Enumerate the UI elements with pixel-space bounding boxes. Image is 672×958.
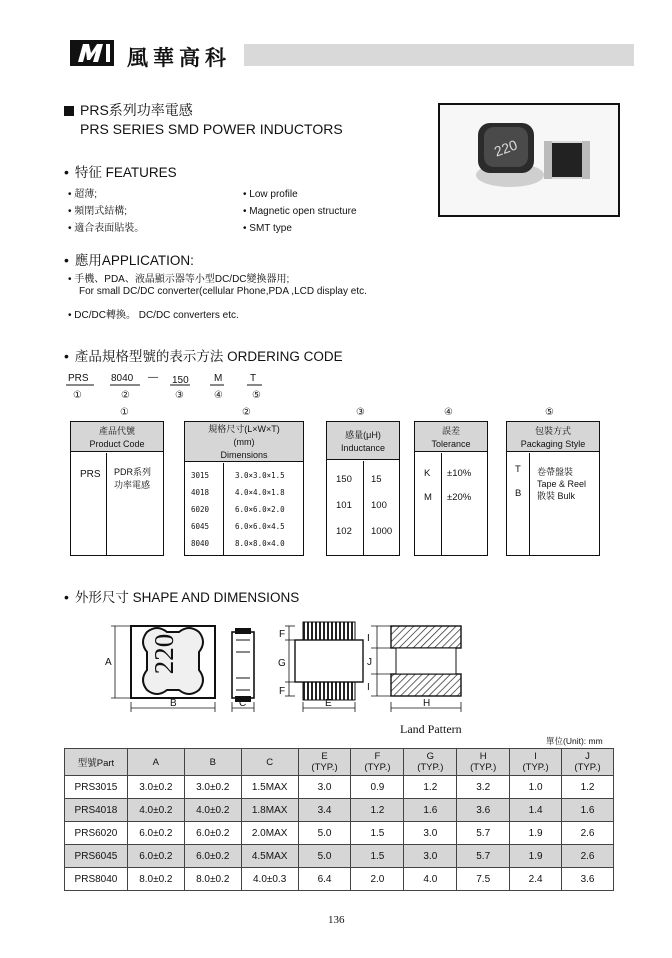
table-cell: 4.5MAX: [241, 845, 298, 868]
label-b: B: [170, 698, 177, 709]
table-cell: 4.0±0.2: [127, 799, 184, 822]
table-cell: 1.5MAX: [241, 776, 298, 799]
packaging-desc: 卷帶盤裝 Tape & Reel 散裝 Bulk: [537, 467, 587, 501]
inductor-photo-icon: [440, 105, 618, 215]
table-cell: 1.5: [351, 822, 404, 845]
application-item-1: • 手機、PDA、液晶顯示器等小型DC/DC變換器用;: [68, 274, 290, 285]
unit-label: 單位(Unit): mm: [546, 736, 603, 746]
svg-text:220: 220: [491, 136, 520, 160]
product-photo: [438, 103, 620, 217]
size-values: 3.0×3.0×1.5 4.0×4.0×1.8 6.0×6.0×2.0 6.0×6.0×4.5 8.0×8.0×4.0: [235, 471, 285, 548]
list-item: • Low profile: [243, 189, 298, 200]
table-cell: 3.6: [457, 799, 510, 822]
code-part-4: M: [214, 373, 223, 384]
inductance-box: 感量(μH) Inductance 150 101 102 15 100 1000: [326, 421, 400, 556]
table-cell: 5.0: [298, 822, 351, 845]
col-header: A: [127, 749, 184, 776]
marking-text: 220: [149, 633, 179, 675]
code-dash: —: [148, 372, 158, 383]
box-circle-5: ⑤: [545, 407, 554, 418]
table-cell: 1.9: [510, 822, 562, 845]
table-cell: 1.9: [510, 845, 562, 868]
list-item: • SMT type: [243, 223, 292, 234]
table-cell: 2.0: [351, 868, 404, 891]
table-cell: 3.4: [298, 799, 351, 822]
table-cell: 6.0±0.2: [184, 822, 241, 845]
table-cell: 2.4: [510, 868, 562, 891]
table-cell: PRS8040: [65, 868, 128, 891]
header-bar: [244, 44, 634, 66]
table-cell: 3.0±0.2: [127, 776, 184, 799]
table-cell: 2.6: [562, 822, 614, 845]
application-heading: • 應用APPLICATION:: [64, 252, 194, 268]
table-cell: 3.0: [298, 776, 351, 799]
product-desc: PDR系列 功率電感: [114, 467, 152, 490]
code-part-3: 150: [172, 375, 189, 386]
table-cell: 6.0±0.2: [127, 845, 184, 868]
brand-name: 風華高科: [127, 47, 231, 70]
table-cell: 4.0±0.3: [241, 868, 298, 891]
label-i-top: I: [367, 633, 370, 644]
table-cell: 3.0±0.2: [184, 776, 241, 799]
label-g: G: [278, 658, 286, 669]
table-cell: 1.0: [510, 776, 562, 799]
code-part-5: T: [250, 373, 257, 384]
table-cell: 6.0±0.2: [127, 822, 184, 845]
table-cell: 1.2: [562, 776, 614, 799]
col-header: E (TYP.): [298, 749, 351, 776]
code-part-2: 8040: [111, 373, 134, 384]
table-row: [65, 822, 614, 845]
application-item-1-en: For small DC/DC converter(cellular Phone,PDA ,LCD display etc.: [79, 286, 367, 297]
table-cell: 3.0: [404, 822, 457, 845]
col-header: 型號Part: [65, 749, 128, 776]
table-cell: 1.2: [404, 776, 457, 799]
table-cell: 5.7: [457, 822, 510, 845]
box-circle-3: ③: [356, 407, 365, 418]
tolerance-codes: K M: [424, 468, 432, 503]
features-zh-list: [68, 186, 144, 237]
label-e: E: [325, 698, 332, 709]
table-cell: 1.6: [562, 799, 614, 822]
col-header: H (TYP.): [457, 749, 510, 776]
table-cell: 4.0: [404, 868, 457, 891]
packaging-t-code: T: [515, 464, 521, 475]
tolerance-box: 誤差 Tolerance K M ±10% ±20%: [414, 421, 488, 556]
table-cell: 0.9: [351, 776, 404, 799]
table-cell: 6.4: [298, 868, 351, 891]
table-row: [65, 776, 614, 799]
shape-heading: • 外形尺寸 SHAPE AND DIMENSIONS: [64, 589, 300, 605]
table-cell: 5.0: [298, 845, 351, 868]
top-view: [105, 626, 215, 712]
inductance-values: 15 100 1000: [371, 474, 393, 537]
table-cell: 1.6: [404, 799, 457, 822]
table-cell: 1.2: [351, 799, 404, 822]
code-underlines: [64, 383, 274, 387]
col-header: F (TYP.): [351, 749, 404, 776]
title-en: PRS SERIES SMD POWER INDUCTORS: [80, 121, 343, 137]
list-item: • Magnetic open structure: [243, 206, 357, 217]
features-heading: • 特征 FEATURES: [64, 164, 177, 180]
packaging-box: 包裝方式 Packaging Style T B 卷帶盤裝 Tape & Reel 散裝 Bulk: [506, 421, 600, 556]
label-f-bottom: F: [279, 686, 286, 697]
product-code-box: 產品代號 Product Code PRS PDR系列 功率電感: [70, 421, 164, 556]
table-cell: 4.0±0.2: [184, 799, 241, 822]
tolerance-values: ±10% ±20%: [447, 468, 472, 503]
label-a: A: [105, 657, 112, 668]
packaging-b-code: B: [515, 488, 522, 499]
application-item-2: • DC/DC轉換。 DC/DC converters etc.: [68, 310, 239, 321]
table-cell: 8.0±0.2: [184, 868, 241, 891]
label-i-bottom: I: [367, 682, 370, 693]
table-cell: 8.0±0.2: [127, 868, 184, 891]
box-circle-2: ②: [242, 407, 251, 418]
table-cell: 2.6: [562, 845, 614, 868]
table-row: [65, 845, 614, 868]
table-row: [65, 799, 614, 822]
code-part-1: PRS: [68, 373, 89, 384]
code-circle-5: ⑤: [252, 390, 261, 401]
col-header: B: [184, 749, 241, 776]
table-cell: 3.2: [457, 776, 510, 799]
land-pattern-caption: Land Pattern: [400, 722, 462, 736]
label-h: H: [423, 698, 431, 709]
table-cell: 7.5: [457, 868, 510, 891]
product-code-value: PRS: [80, 469, 101, 480]
land-pattern-view: [278, 622, 363, 712]
code-circle-3: ③: [175, 390, 184, 401]
bottom-view: [367, 626, 461, 712]
label-c: C: [239, 698, 247, 709]
list-item: • 適合表面貼裝。: [68, 223, 145, 234]
table-cell: 6.0±0.2: [184, 845, 241, 868]
size-box: 規格尺寸(L×W×T) (mm) Dimensions 3015 4018 6020 6045 8040 3.0×3.0×1.5 4.0×4.0×1.8 6.0×6.0×2.0 6.0×6.0×4.5 8.0×8.0×4.0: [184, 421, 304, 556]
table-cell: 3.6: [562, 868, 614, 891]
features-en-list: [243, 186, 357, 237]
company-logo: [70, 40, 114, 66]
table-cell: 5.7: [457, 845, 510, 868]
box-circle-4: ④: [444, 407, 453, 418]
table-row: [65, 868, 614, 891]
label-f-top: F: [279, 629, 286, 640]
table-cell: PRS3015: [65, 776, 128, 799]
table-cell: PRS4018: [65, 799, 128, 822]
code-circle-2: ②: [121, 390, 130, 401]
ordering-heading: • 產品規格型號的表示方法 ORDERING CODE: [64, 348, 343, 364]
box-circle-1: ①: [120, 407, 129, 418]
page-number: 136: [328, 914, 345, 926]
title-zh: PRS系列功率電感: [64, 100, 193, 120]
col-header: J (TYP.): [562, 749, 614, 776]
dimension-table: [64, 748, 614, 891]
col-header: G (TYP.): [404, 749, 457, 776]
side-view: [232, 628, 254, 712]
table-header-row: [65, 749, 614, 776]
list-item: • 超薄;: [68, 189, 98, 200]
code-circle-4: ④: [214, 390, 223, 401]
code-circle-1: ①: [73, 390, 82, 401]
col-header: C: [241, 749, 298, 776]
table-cell: PRS6020: [65, 822, 128, 845]
label-j: J: [367, 657, 372, 668]
col-header: I (TYP.): [510, 749, 562, 776]
table-cell: PRS6045: [65, 845, 128, 868]
table-cell: 1.8MAX: [241, 799, 298, 822]
dimension-drawing: [95, 612, 480, 718]
table-cell: 1.4: [510, 799, 562, 822]
inductance-codes: 150 101 102: [336, 474, 352, 537]
list-item: • 頻閉式結構;: [68, 206, 128, 217]
table-cell: 2.0MAX: [241, 822, 298, 845]
table-cell: 3.0: [404, 845, 457, 868]
table-cell: 1.5: [351, 845, 404, 868]
size-codes: 3015 4018 6020 6045 8040: [191, 471, 210, 548]
